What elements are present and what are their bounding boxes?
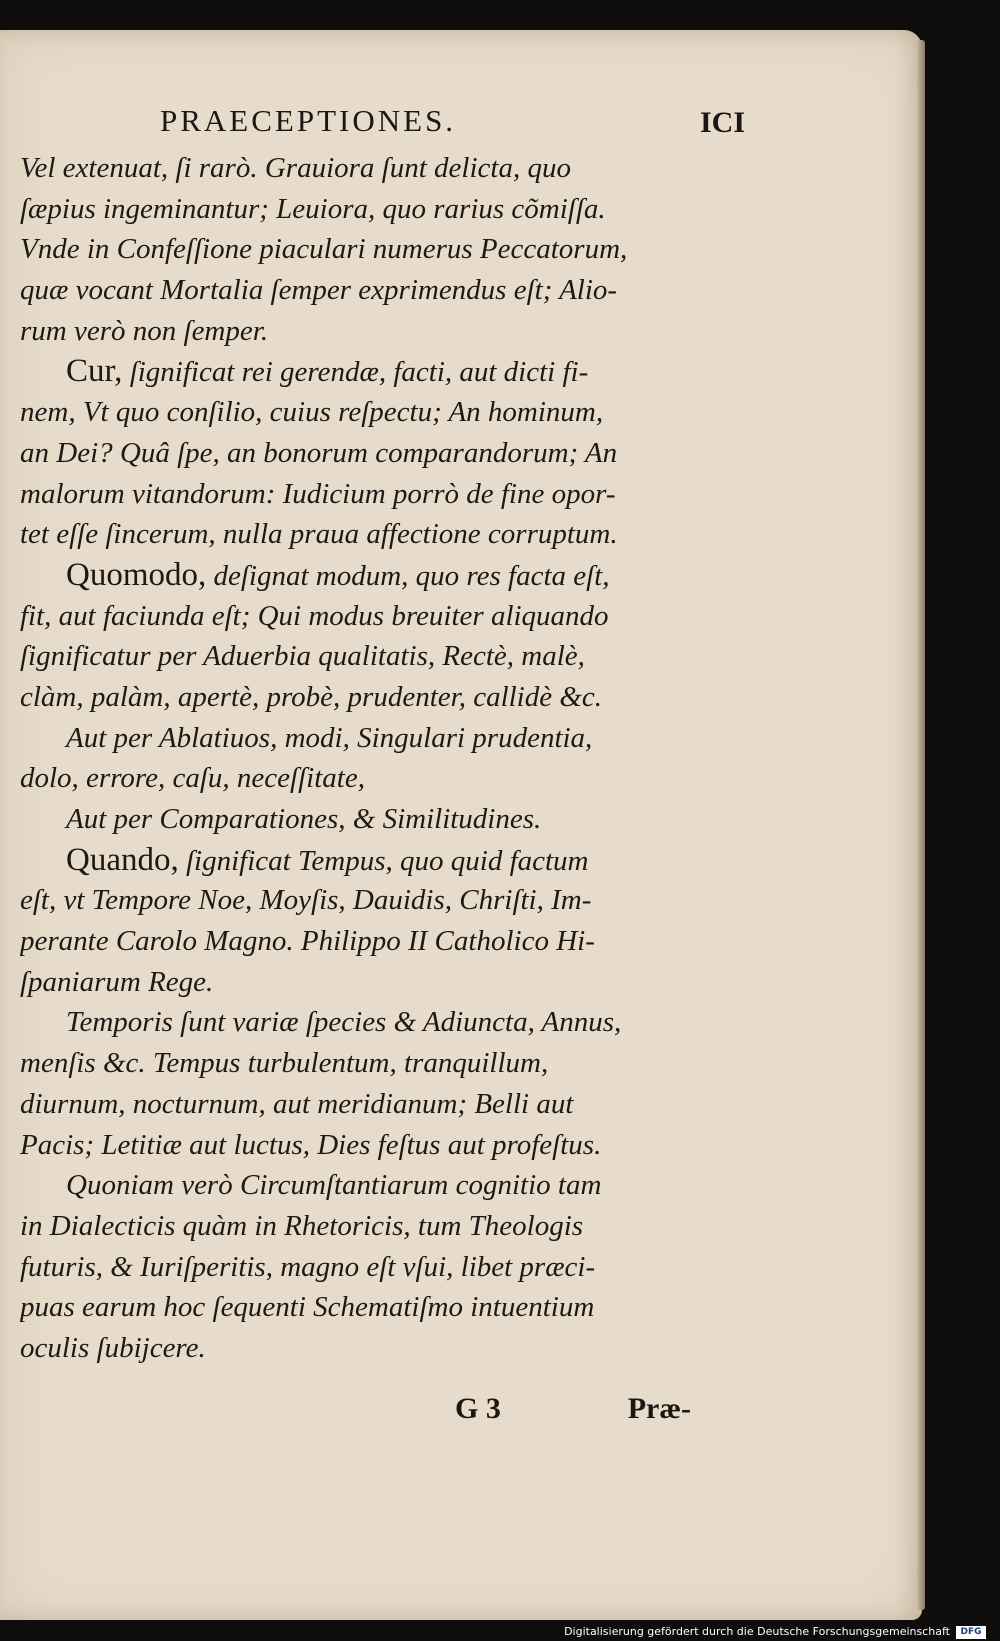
text-line	[20, 311, 688, 352]
text-line	[20, 1328, 688, 1369]
line-text: Pacis; Letitiæ aut luctus, Dies feſtus aut profeſtus.	[20, 1128, 602, 1161]
line-text: Vnde in Confeſſione piaculari numerus Peccatorum,	[20, 233, 628, 266]
line-text: ſignificatur per Aduerbia qualitatis, Rectè, malè,	[20, 640, 585, 673]
text-line	[20, 758, 688, 799]
text-line	[20, 962, 688, 1003]
text-line	[20, 1043, 688, 1084]
line-text: menſis &c. Tempus turbulentum, tranquillum,	[20, 1047, 549, 1080]
text-line	[20, 1002, 688, 1043]
line-text: Aut per Ablatiuos, modi, Singulari prudentia,	[66, 721, 593, 754]
text-line	[20, 921, 688, 962]
line-text: Temporis ſunt variæ ſpecies & Adiuncta, Annus,	[66, 1006, 622, 1039]
text-line	[20, 270, 688, 311]
text-line	[20, 677, 688, 718]
text-line	[20, 351, 688, 392]
text-line	[20, 1165, 688, 1206]
line-text: clàm, palàm, apertè, probè, prudenter, callidè &c.	[20, 680, 603, 713]
line-text: quæ vocant Mortalia ſemper exprimendus eſt; Alio-	[20, 274, 618, 307]
line-text: futuris, & Iuriſperitis, magno eſt vſui, libet præci-	[20, 1250, 596, 1283]
text-line	[20, 148, 688, 189]
line-text: Aut per Comparationes, & Similitudines.	[66, 803, 542, 835]
running-header: PRAECEPTIONES.	[160, 103, 457, 138]
text-line	[20, 189, 688, 230]
text-line	[20, 1287, 688, 1328]
line-text: ſpaniarum Rege.	[20, 965, 214, 998]
line-text: deſignat modum, quo res facta eſt,	[213, 559, 610, 592]
page-body	[20, 148, 688, 1369]
line-text: diurnum, nocturnum, aut meridianum; Belli aut	[20, 1087, 574, 1120]
line-text: oculis ſubijcere.	[20, 1331, 206, 1364]
text-line	[20, 880, 688, 921]
dfg-logo: DFG	[956, 1626, 986, 1639]
text-line	[20, 433, 688, 474]
text-line	[20, 1084, 688, 1125]
text-line	[20, 799, 688, 840]
line-text: nem, Vt quo conſilio, cuius reſpectu; An hominum,	[20, 396, 604, 429]
digitization-credit: Digitalisierung gefördert durch die Deutsche Forschungsgemeinschaft	[564, 1625, 950, 1638]
text-line	[20, 474, 688, 515]
line-text: in Dialecticis quàm in Rhetoricis, tum Theologis	[20, 1209, 584, 1242]
text-line	[20, 1247, 688, 1288]
line-text: ſignificat Tempus, quo quid factum	[185, 844, 589, 877]
text-line	[20, 596, 688, 637]
line-text: malorum vitandorum: Iudicium porrò de fine opor-	[20, 477, 616, 510]
heading-word: Quando,	[66, 841, 179, 878]
heading-word: Cur,	[66, 353, 123, 390]
text-line	[20, 392, 688, 433]
page-edge	[917, 40, 925, 1610]
line-text: Vel extenuat, ſi rarò. Grauiora ſunt delicta, quo	[20, 152, 571, 184]
text-line	[20, 555, 688, 596]
text-line	[20, 1206, 688, 1247]
line-text: ſæpius ingeminantur; Leuiora, quo rarius cõmiſſa.	[20, 192, 606, 225]
line-text: eſt, vt Tempore Noe, Moyſis, Dauidis, Chriſti, Im-	[20, 884, 592, 917]
page-footer	[455, 1392, 691, 1426]
line-text: ſignificat rei gerendæ, facti, aut dicti fi-	[129, 356, 589, 389]
text-line	[20, 229, 688, 270]
catchword: Præ-	[627, 1392, 691, 1425]
text-line	[20, 636, 688, 677]
signature-mark: G 3	[455, 1392, 501, 1425]
line-text: puas earum hoc ſequenti Schematiſmo intuentium	[20, 1291, 595, 1324]
line-text: perante Carolo Magno. Philippo II Catholico Hi-	[20, 925, 595, 958]
text-line	[20, 718, 688, 759]
line-text: rum verò non ſemper.	[20, 314, 269, 347]
line-text: Quoniam verò Circumſtantiarum cognitio tam	[66, 1169, 602, 1202]
line-text: tet eſſe ſincerum, nulla praua affectione corruptum.	[20, 518, 618, 551]
line-text: an Dei? Quâ ſpe, an bonorum comparandorum; An	[20, 436, 618, 469]
heading-word: Quomodo,	[66, 556, 207, 593]
line-text: dolo, errore, caſu, neceſſitate,	[20, 762, 365, 795]
text-line	[20, 1125, 688, 1166]
page-number: ICI	[700, 106, 746, 139]
text-line	[20, 514, 688, 555]
line-text: fit, aut faciunda eſt; Qui modus breuiter aliquando	[20, 599, 609, 632]
text-line	[20, 840, 688, 881]
